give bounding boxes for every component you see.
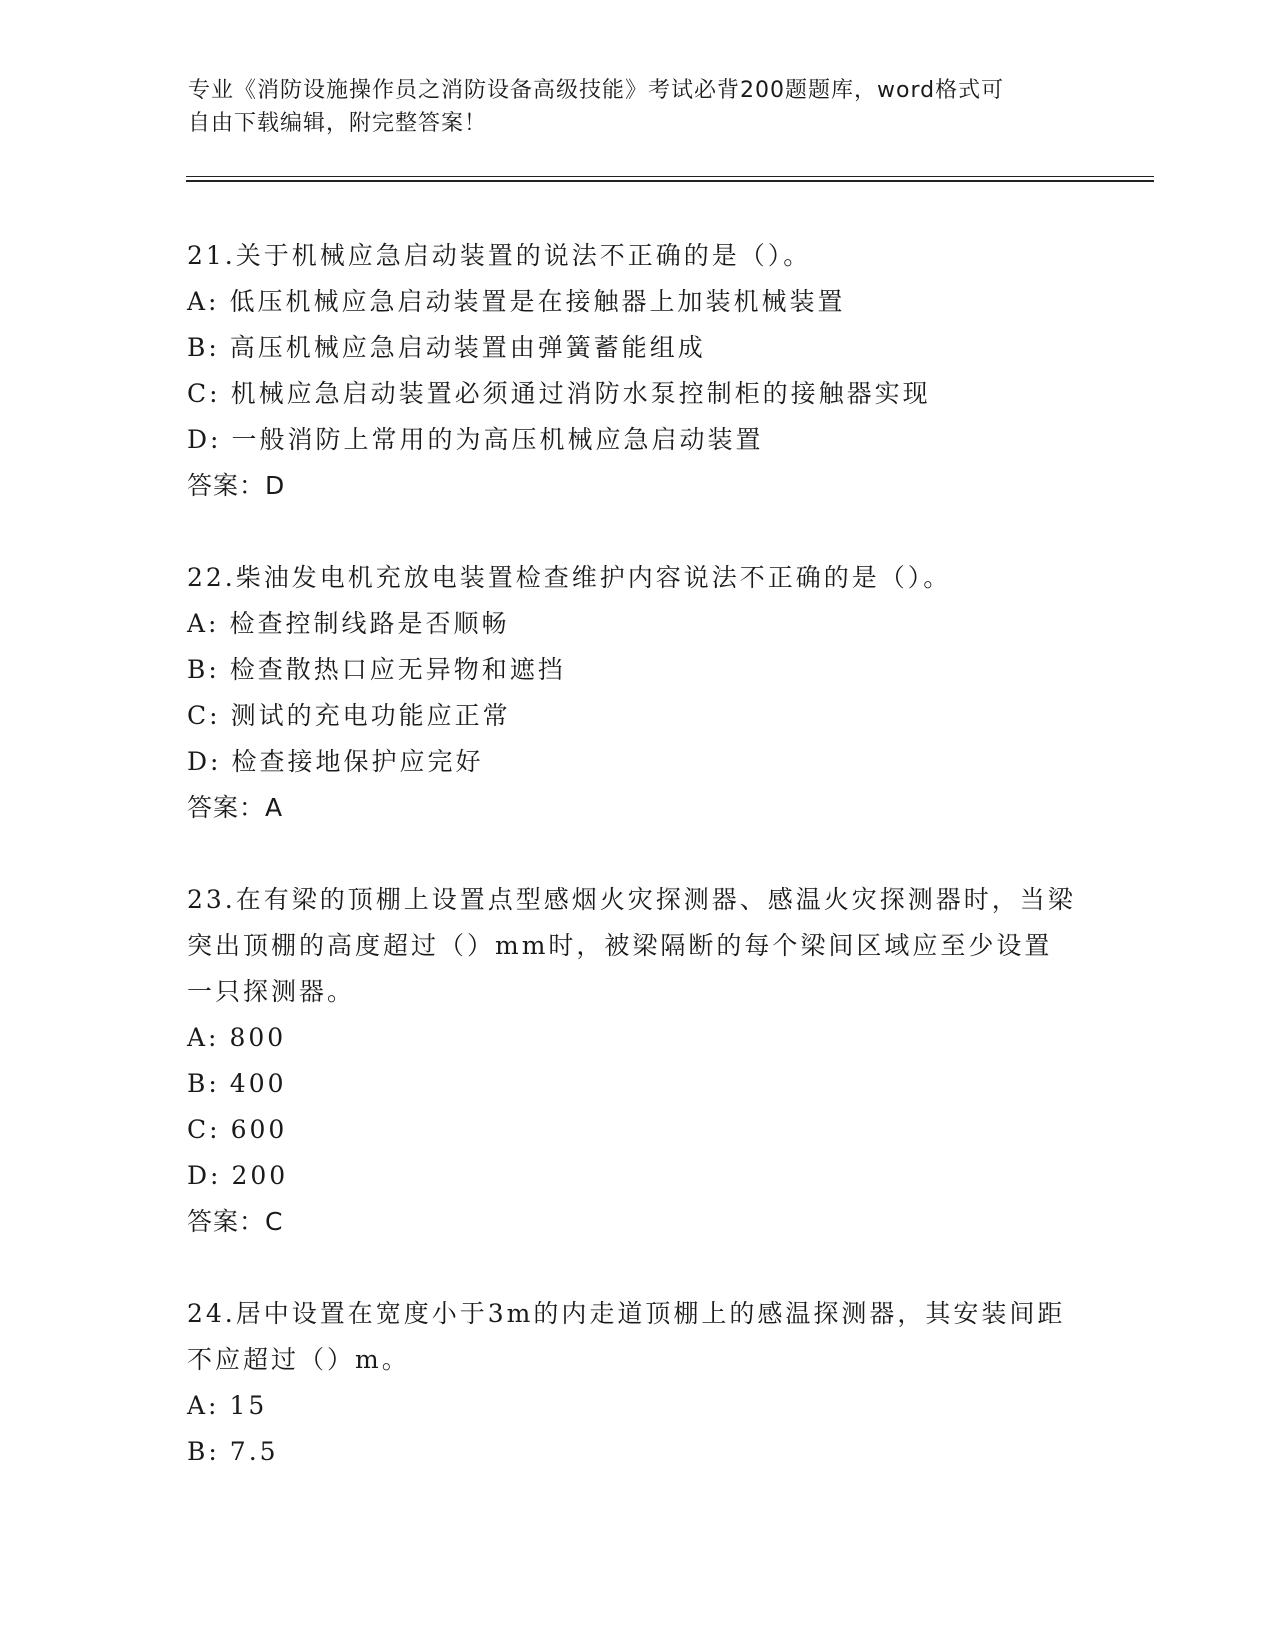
option-a <box>187 279 1077 325</box>
option-d <box>187 739 1077 785</box>
question-stem: 23.在有梁的顶棚上设置点型感烟火灾探测器、感温火灾探测器时，当梁突出顶棚的高度超过（）mm时，被梁隔断的每个梁间区域应至少设置一只探测器。 <box>187 885 1076 1006</box>
option-letter: C: <box>187 1115 221 1144</box>
option-text: 15 <box>229 1391 268 1420</box>
option-text: 低压机械应急启动装置是在接触器上加装机械装置 <box>229 287 846 316</box>
option-letter: A: <box>187 609 220 638</box>
option-letter: C: <box>187 379 221 408</box>
question-23 <box>187 877 1077 1245</box>
option-letter: C: <box>187 701 221 730</box>
option-b <box>187 647 1077 693</box>
document-header <box>188 74 1068 140</box>
option-text: 600 <box>230 1115 288 1144</box>
answer-line: 答案：D <box>187 471 286 500</box>
header-title-line-1: 专业《消防设施操作员之消防设备高级技能》考试必背200题题库，word格式可 <box>188 78 1005 103</box>
option-letter: A: <box>187 1391 220 1420</box>
option-letter: B: <box>187 655 220 684</box>
option-text: 200 <box>231 1161 289 1190</box>
option-letter: D: <box>187 747 222 776</box>
option-c <box>187 1107 1077 1153</box>
question-stem: 22.柴油发电机充放电装置检查维护内容说法不正确的是（）。 <box>187 563 952 592</box>
header-divider-thick <box>186 180 1154 182</box>
question-stem: 24.居中设置在宽度小于3m的内走道顶棚上的感温探测器，其安装间距不应超过（）m。 <box>187 1299 1066 1374</box>
option-text: 400 <box>229 1069 287 1098</box>
answer-line: 答案：C <box>187 1207 284 1236</box>
option-letter: B: <box>187 1069 220 1098</box>
option-text: 800 <box>229 1023 287 1052</box>
question-stem: 21.关于机械应急启动装置的说法不正确的是（）。 <box>187 241 812 270</box>
option-a <box>187 601 1077 647</box>
option-d <box>187 417 1077 463</box>
option-letter: A: <box>187 1023 220 1052</box>
option-text: 7.5 <box>229 1437 279 1466</box>
option-d <box>187 1153 1077 1199</box>
header-title-line-2: 自由下载编辑，附完整答案！ <box>188 111 488 136</box>
option-text: 高压机械应急启动装置由弹簧蓄能组成 <box>229 333 706 362</box>
option-text: 机械应急启动装置必须通过消防水泵控制柜的接触器实现 <box>230 379 931 408</box>
option-b <box>187 325 1077 371</box>
option-letter: A: <box>187 287 220 316</box>
option-text: 检查控制线路是否顺畅 <box>229 609 510 638</box>
option-letter: D: <box>187 1161 222 1190</box>
option-c <box>187 693 1077 739</box>
option-a <box>187 1015 1077 1061</box>
option-a <box>187 1383 1077 1429</box>
option-b <box>187 1061 1077 1107</box>
option-text: 一般消防上常用的为高压机械应急启动装置 <box>231 425 764 454</box>
question-list <box>187 233 1077 1521</box>
question-21 <box>187 233 1077 509</box>
option-letter: B: <box>187 333 220 362</box>
header-divider-thin <box>186 176 1154 177</box>
option-c <box>187 371 1077 417</box>
option-text: 测试的充电功能应正常 <box>230 701 511 730</box>
option-letter: B: <box>187 1437 220 1466</box>
option-b <box>187 1429 1077 1475</box>
option-text: 检查接地保护应完好 <box>231 747 484 776</box>
answer-line: 答案：A <box>187 793 284 822</box>
option-letter: D: <box>187 425 222 454</box>
question-24 <box>187 1291 1077 1475</box>
question-22 <box>187 555 1077 831</box>
option-text: 检查散热口应无异物和遮挡 <box>229 655 566 684</box>
